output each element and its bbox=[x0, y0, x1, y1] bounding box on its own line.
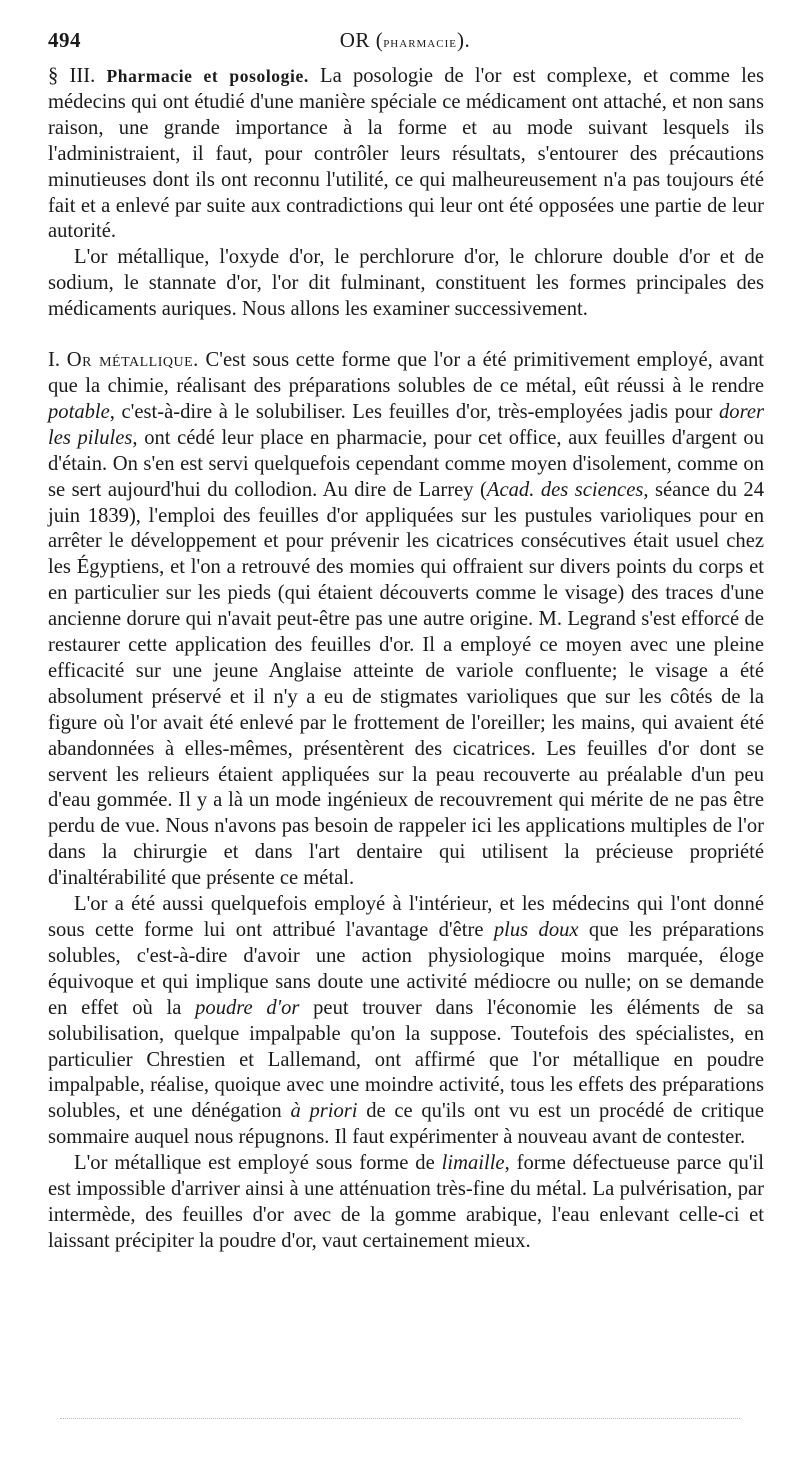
text-run: , ont cédé leur place en pharmacie, pour cet office, aux feuilles d'argent ou d'étain. On s'en est servi quelquefois cependant comme moyen d'isolement, comme on se sert aujourd'hui du collodion. Au dire de Larrey ( bbox=[48, 426, 764, 501]
text-run: C'est sous cette forme que l'or a été primitivement employé, avant que la chimie, réalisant des préparations solubles de ce métal, eût réussi à le rendre bbox=[48, 349, 765, 397]
subsection-paragraph-3 bbox=[48, 1151, 764, 1255]
section-intro-text: La posologie de l'or est complexe, et comme les médecins qui ont étudié d'une manière spéciale ce médicament ont attaché, et non sans raison, une grande importance à la forme et au mode suivant lesquels ils l'administraient, il faut, pour contrôler leurs résultats, s'entourer des précautions minutieuses dont ils ont reconnu l'utilité, ce qui malheureusement n'a pas toujours été fait et a enlevé par suite aux contradictions qui leur ont été opposées une partie de leur autorité. bbox=[48, 65, 764, 243]
subsection-paragraph-2 bbox=[48, 892, 764, 1151]
text-run: , forme défectueuse parce qu'il est impossible d'arriver ainsi à une atténuation très-fine du métal. La pulvérisation, par intermède, des feuilles d'or avec de la gomme arabique, l'eau enlevant celle-ci et laissant précipiter la poudre d'or, vaut certainement mieux. bbox=[48, 1152, 764, 1252]
text-run: , séance du 24 juin 1839), l'emploi des feuilles d'or appliquées sur les pustules varioliques pour en arrêter le développement et pour prévenir les cicatrices consécutives était usuel chez les Égyptiens, et l'on a retrouvé des momies qui offraient sur divers points du corps et en particulier sur les pieds (qui étaient découverts comme le visage) des traces d'une ancienne dorure qui n'avait peut-être pas une autre origine. M. Legrand s'est efforcé de restaurer cette application des feuilles d'or. Il a employé ce moyen avec une pleine efficacité sur une jeune Anglaise atteinte de variole confluente; le visage a été absolument préservé et il n'y a eu de stigmates varioliques que sur les côtés de la figure où l'or avait été enlevé par le frottement de l'oreiller; les mains, qui avaient été abandonnées à elles-mêmes, présentèrent des cicatrices. Les feuilles d'or dont se servent les relieurs étaient appliquées sur la peau recouverte au préalable d'un peu d'eau gommée. Il y a là un mode ingénieux de recouvrement qui mérite de ne pas être perdu de vue. Nous n'avons pas besoin de rappeler ici les applications multiples de l'or dans la chirurgie et dans l'art dentaire qui utilisent la précieuse propriété d'inaltérabilité que présente ce métal. bbox=[48, 478, 764, 890]
italic-term: à priori bbox=[290, 1100, 358, 1123]
page-header bbox=[48, 28, 762, 58]
subsection-paragraph-1 bbox=[48, 348, 764, 892]
italic-citation: Acad. des sciences bbox=[486, 478, 644, 501]
text-run: , c'est-à-dire à le solubiliser. Les feuilles d'or, très-employées jadis pour bbox=[109, 400, 719, 423]
italic-term: potable bbox=[48, 400, 110, 423]
text-run: L'or métallique est employé sous forme de bbox=[74, 1152, 442, 1175]
subsection-title: Or métallique. bbox=[66, 349, 199, 372]
italic-term: poudre d'or bbox=[195, 996, 300, 1019]
text-run: de ce qu'ils ont vu est un procédé de critique sommaire auquel nous répugnons. Il faut expérimenter à nouveau avant de contester. bbox=[48, 1100, 764, 1149]
section-title: Pharmacie et posologie. bbox=[106, 66, 309, 86]
running-head-main: OR ( bbox=[339, 28, 384, 52]
page-number: 494 bbox=[48, 28, 81, 52]
section-paragraph-forms: L'or métallique, l'oxyde d'or, le perchlorure d'or, le chlorure double d'or et de sodium, le stannate d'or, l'or dit fulminant, constituent les formes principales des médicaments auriques. Nous allons les examiner successivement. bbox=[48, 246, 764, 321]
text-run: que les préparations solubles, c'est-à-dire d'avoir une action physiologique moins marquée, éloge équivoque et qui implique sans doute une activité médiocre ou nulle; on se demande en effet où la bbox=[48, 919, 765, 1019]
footer-rule bbox=[60, 1418, 740, 1419]
page-body bbox=[48, 64, 764, 1255]
text-run: peut trouver dans l'économie les éléments de sa solubilisation, quelque impalpable qu'on la suppose. Toutefois des spécialistes, en particulier Chrestien et Lallemand, ont affirmé que l'or métallique en poudre impalpable, réalise, quoique avec une moindre activité, tous les effets des préparations solubles, et une dénégation bbox=[48, 996, 764, 1123]
running-head-subject: pharmacie bbox=[383, 34, 457, 51]
subsection-number: I. bbox=[48, 349, 61, 372]
section-intro-paragraph bbox=[48, 64, 764, 245]
italic-term: dorer les pilules bbox=[48, 400, 764, 449]
section-number: § III. bbox=[48, 65, 96, 87]
running-head bbox=[48, 28, 762, 53]
text-run: L'or a été aussi quelquefois employé à l'intérieur, et les médecins qui l'ont donné sous cette forme lui ont attribué l'avantage d'être bbox=[48, 893, 764, 941]
italic-term: plus doux bbox=[493, 919, 579, 941]
running-head-end: ). bbox=[456, 28, 471, 52]
italic-term: limaille bbox=[441, 1152, 505, 1175]
